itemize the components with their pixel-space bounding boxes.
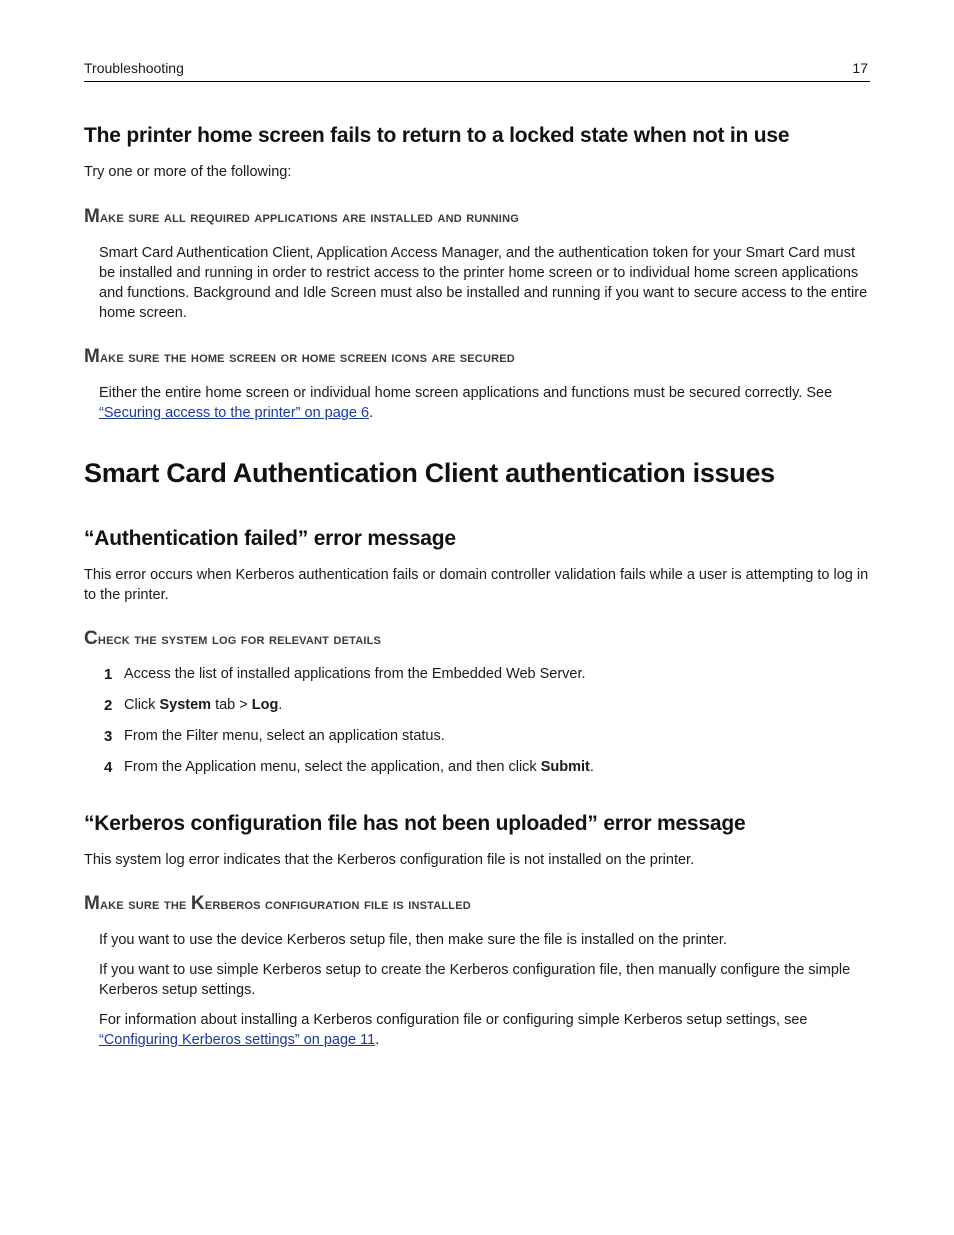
step-number: 1 bbox=[104, 666, 113, 683]
paragraph-auth-failed: This error occurs when Kerberos authentication fails or domain controller validation fails while a user is attempting to log in to the printer. bbox=[84, 567, 869, 603]
page-header bbox=[84, 60, 870, 82]
link-securing-access[interactable]: “Securing access to the printer” on page 6 bbox=[99, 405, 370, 421]
step-text: Access the list of installed applications from the Embedded Web Server. bbox=[124, 666, 586, 682]
header-section-title: Troubleshooting bbox=[84, 60, 184, 76]
step-number: 4 bbox=[104, 759, 113, 776]
heading-auth-issues: Smart Card Authentication Client authentication issues bbox=[84, 458, 775, 488]
heading-kerberos-not-uploaded: “Kerberos configuration file has not been uploaded” error message bbox=[84, 812, 746, 835]
step-text: From the Filter menu, select an application status. bbox=[124, 728, 445, 744]
intro-text: Try one or more of the following: bbox=[84, 164, 292, 180]
subheading-check-log: Check the system log for relevant details bbox=[84, 628, 382, 649]
heading-locked-state: The printer home screen fails to return to a locked state when not in use bbox=[84, 124, 790, 147]
subheading-secured: Make sure the home screen or home screen icons are secured bbox=[84, 346, 515, 367]
page-number: 17 bbox=[852, 60, 868, 76]
step-number: 2 bbox=[104, 697, 113, 714]
paragraph-kerberos-simple: If you want to use simple Kerberos setup to create the Kerberos configuration file, then manually configure the simple Kerberos setup settings. bbox=[99, 962, 851, 998]
subheading-required-apps: Make sure all required applications are installed and running bbox=[84, 206, 519, 227]
paragraph-secured: Either the entire home screen or individual home screen applications and functions must be secured correctly. See “Securing access to the printer” on page 6. bbox=[99, 385, 833, 421]
paragraph-kerberos-log: This system log error indicates that the Kerberos configuration file is not installed on the printer. bbox=[84, 852, 695, 868]
heading-auth-failed: “Authentication failed” error message bbox=[84, 527, 456, 550]
paragraph-kerberos-device: If you want to use the device Kerberos setup file, then make sure the file is installed on the printer. bbox=[99, 932, 727, 948]
step-text: Click System tab > Log. bbox=[124, 697, 283, 713]
paragraph-kerberos-info: For information about installing a Kerberos configuration file or configuring simple Kerberos setup settings, see “Configuring Kerberos settings” on page 11. bbox=[99, 1012, 808, 1048]
step-number: 3 bbox=[104, 728, 113, 745]
link-configuring-kerberos[interactable]: “Configuring Kerberos settings” on page 11 bbox=[99, 1032, 376, 1048]
step-text: From the Application menu, select the application, and then click Submit. bbox=[124, 759, 594, 775]
subheading-kerberos-installed: Make sure the Kerberos configuration file is installed bbox=[84, 893, 471, 914]
paragraph-required-apps: Smart Card Authentication Client, Application Access Manager, and the authentication token for your Smart Card must be installed and running in order to restrict access to the printer home screen or to individual home screen applications and functions. Background and Idle Screen must also be installed and running if you want to secure access to the entire home screen. bbox=[99, 245, 868, 321]
